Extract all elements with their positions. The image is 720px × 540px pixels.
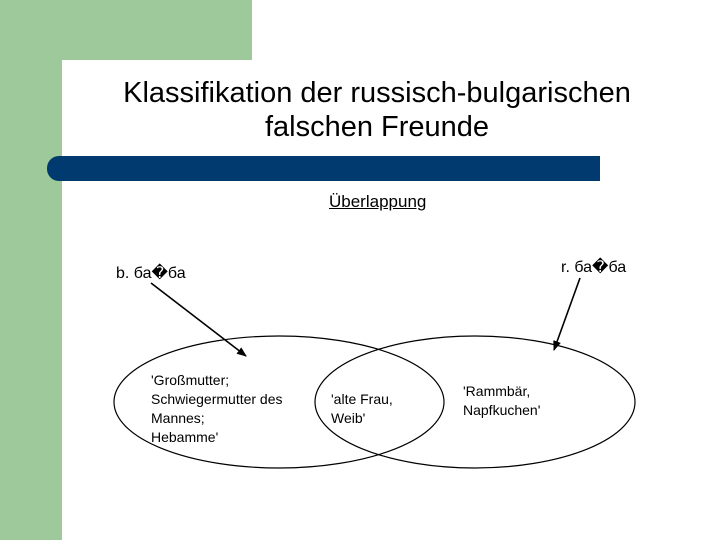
shared-meaning: 'alte Frau, Weib' — [331, 391, 393, 426]
bulgarian-arrow — [151, 283, 246, 356]
russian-word-label: r. ба�ба — [561, 259, 627, 276]
overlap-label: Überlappung — [329, 192, 427, 211]
russian-only-meaning: 'Rammbär, Napfkuchen' — [463, 383, 541, 418]
russian-arrow — [554, 278, 580, 350]
bulgarian-only-meaning: 'Großmutter; Schwiegermutter des Mannes; Hebamme' — [151, 372, 283, 445]
bulgarian-word-label: b. ба�ба — [116, 265, 186, 282]
slide-title: Klassifikation der russisch-bulgarischen falschen Freunde — [123, 77, 631, 143]
